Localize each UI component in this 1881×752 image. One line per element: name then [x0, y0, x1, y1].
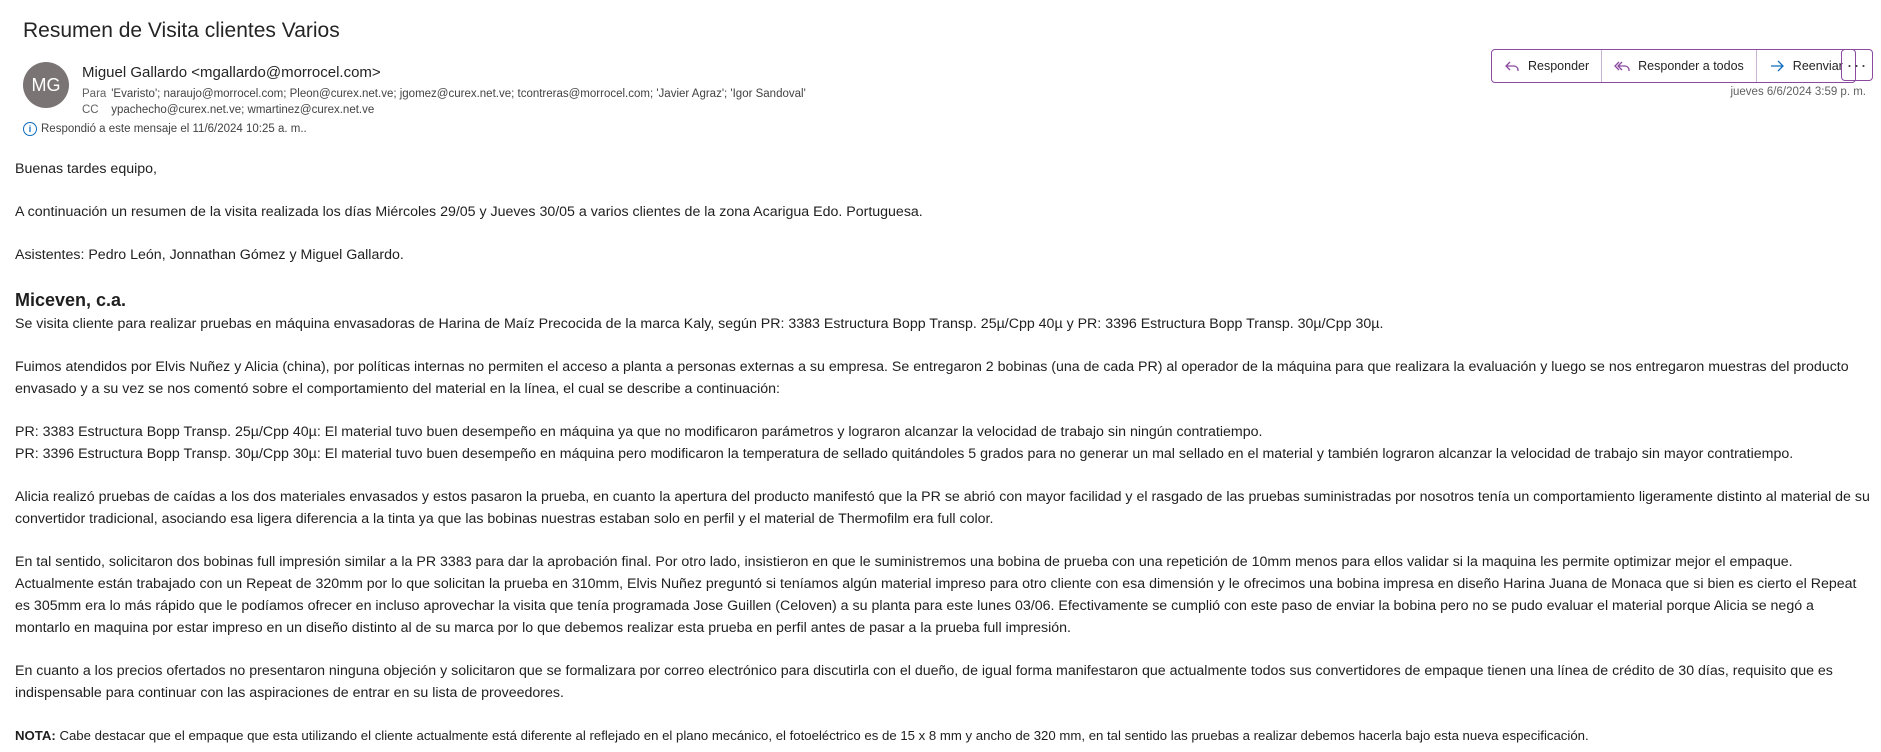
replied-notice-text: Respondió a este mensaje el 11/6/2024 10:25 a. m..	[41, 123, 307, 135]
company-heading: Miceven, c.a.	[15, 290, 127, 310]
sent-date: jueves 6/6/2024 3:59 p. m.	[1730, 86, 1866, 98]
to-recipients[interactable]: 'Evaristo'; naraujo@morrocel.com; Pleon@curex.net.ve; jgomez@curex.net.ve; tcontreras@morrocel.com; 'Javier Agraz'; 'Igor Sandoval'	[111, 88, 806, 100]
more-actions-button[interactable]: ···	[1841, 49, 1873, 81]
drop-test-paragraph: Alicia realizó pruebas de caídas a los dos materiales envasados y estos pasaron la prueba, en cuanto la apertura del producto manifestó que la PR se abrió con mayor facilidad y el rasgado de las pruebas suministradas por nosotros tenía un comportamiento ligeramente distinto al material de su convertidor tradicional, asociando esa ligera diferencia a la tinta ya que las bobinas nuestras estaban solo en perfil y el material de Thermofilm era full color.	[15, 489, 1870, 527]
forward-icon	[1769, 58, 1785, 74]
company-intro-paragraph: Se visita cliente para realizar pruebas en máquina envasadoras de Harina de Maíz Precocida de la marca Kaly, según PR: 3383 Estructura Bopp Transp. 25µ/Cpp 40µ y PR: 3396 Estructura Bopp Transp. 30µ/Cpp 30µ.	[15, 316, 1384, 332]
reply-icon	[1504, 58, 1520, 74]
reply-all-icon	[1614, 58, 1630, 74]
note-paragraph	[15, 725, 1870, 747]
reply-label: Responder	[1528, 59, 1590, 73]
forward-label: Reenviar	[1792, 59, 1843, 73]
email-subject: Resumen de Visita clientes Varios	[23, 19, 340, 42]
message-body	[15, 158, 1870, 752]
recipients-block	[82, 86, 806, 118]
prices-paragraph: En cuanto a los precios ofertados no presentaron ninguna objeción y solicitaron que se formalizara por correo electrónico para discutirla con el dueño, de igual forma manifestaron que actualmente todos sus convertidores de empaque tienen una línea de crédito de 30 días, requisito que es indispensable para continuar con las aspiraciones de entrar en su lista de proveedores.	[15, 663, 1833, 701]
reply-button[interactable]	[1492, 50, 1602, 82]
intro-paragraph: A continuación un resumen de la visita realizada los días Miércoles 29/05 y Jueves 30/05 a varios clientes de la zona Acarigua Edo. Portuguesa.	[15, 204, 923, 220]
request-paragraph: En tal sentido, solicitaron dos bobinas full impresión similar a la PR 3383 para dar la aprobación final. Por otro lado, insistieron en que le suministremos una bobina de prueba con una repetición de 10mm menos para ellos validar si la maquina les permite optimizar mejor el empaque. Actualmente están trabajado con un Repeat de 320mm por lo que solicitan la prueba en 310mm, Elvis Nuñez preguntó si teníamos algún material impreso para otro cliente con esa dimensión y le ofrecimos una bobina impresa en diseño Harina Juana de Monaca que si bien es cierto el Repeat es 305mm era lo más rápido que le podíamos ofrecer en incluso aprovechar la visita que tenía programada Jose Guillen (Celoven) a su planta para este lunes 03/06. Efectivamente se cumplió con este paso de enviar la bobina pero no se pudo evaluar el material porque Alicia se negó a montarlo en maquina por estar impreso en un diseño distinto al de su marca por lo que debemos realizar esta prueba en perfil antes de pasar a la prueba full impresión.	[15, 554, 1857, 636]
cc-recipients[interactable]: ypachecho@curex.net.ve; wmartinez@curex.net.ve	[111, 104, 375, 116]
note-label: NOTA:	[15, 728, 56, 743]
sender-name[interactable]: Miguel Gallardo <mgallardo@morrocel.com>	[82, 64, 381, 81]
greeting: Buenas tardes equipo,	[15, 161, 157, 177]
pr-results	[15, 421, 1870, 465]
pr-3396-result: PR: 3396 Estructura Bopp Transp. 30µ/Cpp 30µ: El material tuvo buen desempeño en máquina pero modificaron la temperatura de sellado quitándoles 5 grados para no generar un mal sellado en el material y también lograron alcanzar la velocidad de trabajo sin mayor contratiempo.	[15, 446, 1794, 462]
pr-3383-result: PR: 3383 Estructura Bopp Transp. 25µ/Cpp 40µ: El material tuvo buen desempeño en máquina ya que no modificaron parámetros y lograron alcanzar la velocidad de trabajo sin ningún contratiempo.	[15, 424, 1263, 440]
to-line	[82, 86, 806, 102]
info-icon: i	[23, 122, 37, 136]
reply-all-button[interactable]	[1602, 50, 1757, 82]
reply-all-label: Responder a todos	[1638, 59, 1744, 73]
sender-avatar[interactable]: MG	[23, 62, 69, 108]
message-actions	[1491, 49, 1856, 83]
cc-line	[82, 102, 806, 118]
attention-paragraph: Fuimos atendidos por Elvis Nuñez y Alicia (china), por políticas internas no permiten el acceso a planta a personas externas a su empresa. Se entregaron 2 bobinas (una de cada PR) al operador de la máquina para que realizara la evaluación y luego se nos entregaron muestras del producto envasado y a su vez se nos comentó sobre el comportamiento del material en la línea, el cual se describe a continuación:	[15, 359, 1849, 397]
replied-notice	[23, 122, 307, 136]
attendees-paragraph: Asistentes: Pedro León, Jonnathan Gómez y Miguel Gallardo.	[15, 247, 404, 263]
note-text: Cabe destacar que el empaque que esta utilizando el cliente actualmente está diferente al reflejado en el plano mecánico, el fotoeléctrico es de 15 x 8 mm y ancho de 320 mm, en tal sentido las pruebas a realizar debemos hacerla bajo esta nueva especificación.	[55, 728, 1589, 743]
cc-label: CC	[82, 104, 99, 116]
to-label: Para	[82, 88, 107, 100]
